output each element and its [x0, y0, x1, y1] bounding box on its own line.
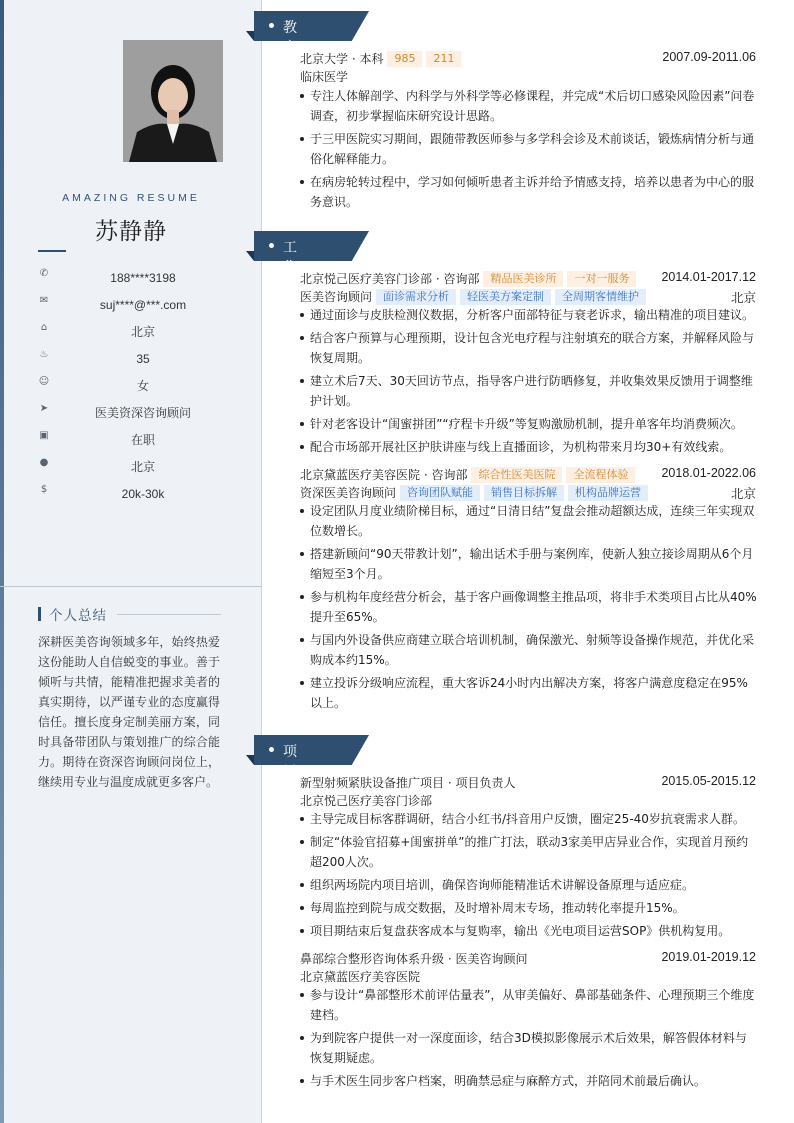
briefcase-icon: ▣ [39, 430, 49, 441]
list-item: 针对老客设计“闺蜜拼团”“疗程卡升级”等复购激励机制，提升单客年均消费频次。 [300, 414, 758, 434]
candidate-name: 苏静静 [95, 219, 167, 245]
list-item: 参与设计“鼻部整形术前评估量表”，从审美偏好、鼻部基础条件、心理预期三个维度建档。 [300, 985, 758, 1025]
job-2-role-row [300, 484, 756, 502]
info-phone [38, 264, 248, 291]
project-2-org-row [300, 968, 756, 986]
job-1-role-row [300, 288, 756, 306]
project-1-bullets [300, 809, 758, 944]
job-1-date: 2014.01-2017.12 [661, 270, 756, 284]
phone-text: 188****3198 [110, 270, 176, 285]
job-tag: 精品医美诊所 [483, 271, 563, 287]
status-text: 在职 [130, 433, 155, 447]
info-status [38, 426, 248, 453]
sidebar [0, 0, 262, 1123]
project-1-name: 新型射频紧肤设备推广项目 · 项目负责人 [300, 776, 516, 790]
phone-icon: ✆ [39, 268, 49, 279]
location-pin-icon: ● [39, 457, 49, 468]
profile-photo [123, 40, 223, 162]
cake-icon: ♨ [39, 349, 49, 360]
list-item: 制定“体验官招募+闺蜜拼单”的推广打法，联动3家美甲店异业合作，实现首月预约超200人次。 [300, 832, 758, 872]
job-2-city: 北京 [730, 487, 756, 501]
job-2-head [300, 466, 756, 484]
job-2-company: 北京黛蓝医疗美容医院 · 咨询部 [300, 468, 468, 482]
role-tag: 面诊需求分析 [376, 289, 456, 305]
location-text: 北京 [130, 460, 155, 474]
list-item: 于三甲医院实习期间，跟随带教医师参与多学科会诊及术前谈话，锻炼病情分析与通俗化解释能力。 [300, 129, 758, 169]
education-tag: 211 [426, 51, 461, 67]
list-item: 为到院客户提供一对一深度面诊，结合3D模拟影像展示术后效果，解答假体材料与恢复期疑虑。 [300, 1028, 758, 1068]
project-2-head [300, 950, 756, 968]
ribbon-dot [269, 243, 274, 248]
project-2-org: 北京黛蓝医疗美容医院 [300, 970, 421, 984]
summary-heading-bar [38, 607, 41, 621]
info-home [38, 318, 248, 345]
info-target-role [38, 399, 248, 426]
list-item: 搭建新顾问“90天带教计划”，输出话术手册与案例库，使新人独立接诊周期从6个月缩短至3个月。 [300, 544, 758, 584]
role-tag: 全周期客情维护 [555, 289, 646, 305]
list-item: 建立投诉分级响应流程，重大客诉24小时内出解决方案，将客户满意度稳定在95%以上。 [300, 673, 758, 713]
section-title-education: 教育经历 [283, 20, 298, 96]
gender-text: 女 [136, 379, 149, 393]
job-1-head [300, 270, 756, 288]
ribbon-fold [246, 755, 254, 765]
education-major: 临床医学 [300, 70, 349, 84]
email-text: suj****@***.com [99, 297, 187, 312]
list-item: 组织两场院内项目培训，确保咨询师能精准话术讲解设备原理与适应症。 [300, 875, 758, 895]
job-tag: 综合性医美医院 [471, 467, 562, 483]
face-icon: ☺ [38, 376, 50, 387]
section-title-work: 工作经历 [283, 240, 298, 316]
info-salary [38, 480, 248, 507]
list-item: 每周监控到院与成交数据，及时增补周末专场，推动转化率提升15%。 [300, 898, 758, 918]
job-1-role: 医美咨询顾问 [300, 290, 373, 304]
project-1-org-row [300, 792, 756, 810]
project-1-head [300, 774, 756, 792]
contact-info-list [38, 264, 248, 507]
info-location [38, 453, 248, 480]
ribbon-fold [246, 251, 254, 261]
sidebar-divider [0, 586, 262, 587]
list-item: 参与机构年度经营分析会，基于客户画像调整主推品项，将非手术类项目占比从40%提升至65%。 [300, 587, 758, 627]
education-tag: 985 [387, 51, 422, 67]
list-item: 建立术后7天、30天回访节点，指导客户进行防晒修复，并收集效果反馈用于调整维护计划。 [300, 371, 758, 411]
education-date: 2007.09-2011.06 [662, 50, 756, 64]
salary-text: 20k-30k [121, 486, 165, 501]
summary-text: 深耕医美咨询领域多年，始终热爱这份能助人自信蜕变的事业。善于倾听与共情，能精准把握求美者的真实期待，以严谨专业的态度赢得信任。擅长度身定制美丽方案，同时具备带团队与策划推广的综合能力。期待在资深咨询顾问岗位上，继续用专业与温度成就更多客户。 [38, 635, 220, 789]
list-item: 在病房轮转过程中，学习如何倾听患者主诉并给予情感支持，培养以患者为中心的服务意识。 [300, 172, 758, 212]
list-item: 配合市场部开展社区护肤讲座与线上直播面诊，为机构带来月均30+有效线索。 [300, 437, 758, 457]
education-major-row [300, 68, 756, 86]
section-title-projects: 项目经历 [283, 744, 298, 820]
home-text: 北京 [130, 325, 155, 339]
list-item: 结合客户预算与心理预期，设计包含光电疗程与注射填充的联合方案，并解释风险与恢复周期。 [300, 328, 758, 368]
role-tag: 销售目标拆解 [484, 485, 564, 501]
list-item: 项目期结束后复盘获客成本与复购率，输出《光电项目运营SOP》供机构复用。 [300, 921, 758, 941]
job-2-role: 资深医美咨询顾问 [300, 486, 397, 500]
job-1-bullets [300, 305, 758, 460]
list-item: 与国内外设备供应商建立联合培训机制，确保激光、射频等设备操作规范，并优化采购成本约15%。 [300, 630, 758, 670]
project-2-date: 2019.01-2019.12 [661, 950, 756, 964]
sidebar-accent-bar [0, 0, 4, 1123]
summary-heading-rule [117, 614, 221, 615]
info-email [38, 291, 248, 318]
info-gender [38, 372, 248, 399]
project-2-name: 鼻部综合整形咨询体系升级 · 医美咨询顾问 [300, 952, 528, 966]
money-icon: $ [40, 484, 48, 495]
list-item: 专注人体解剖学、内科学与外科学等必修课程，并完成“术后切口感染风险因素”问卷调查，初步掌握临床研究设计思路。 [300, 86, 758, 126]
role-tag: 轻医美方案定制 [460, 289, 551, 305]
role-tag: 咨询团队赋能 [400, 485, 480, 501]
list-item: 主导完成目标客群调研，结合小红书/抖音用户反馈，圈定25-40岁抗衰需求人群。 [300, 809, 758, 829]
project-1-org: 北京悦己医疗美容门诊部 [300, 794, 433, 808]
list-item: 设定团队月度业绩阶梯目标，通过“日清日结”复盘会推动超额达成，连续三年实现双位数增长。 [300, 501, 758, 541]
age-text: 35 [136, 351, 150, 366]
list-item: 与手术医生同步客户档案，明确禁忌症与麻醉方式，并陪同术前最后确认。 [300, 1071, 758, 1091]
name-underline [38, 250, 66, 252]
job-1-company: 北京悦己医疗美容门诊部 · 咨询部 [300, 272, 480, 286]
summary-heading [38, 604, 221, 624]
job-tag: 一对一服务 [567, 271, 636, 287]
info-age [38, 345, 248, 372]
ribbon-dot [269, 747, 274, 752]
education-entry-head [300, 50, 756, 68]
job-1-city: 北京 [730, 291, 756, 305]
mail-icon: ✉ [39, 295, 49, 306]
project-2-bullets [300, 985, 758, 1094]
ribbon-fold [246, 31, 254, 41]
home-icon: ⌂ [40, 322, 48, 333]
job-2-date: 2018.01-2022.06 [661, 466, 756, 480]
main-content [262, 0, 794, 1123]
send-icon: ➤ [39, 403, 49, 414]
project-1-date: 2015.05-2015.12 [661, 774, 756, 788]
target-role-text: 医美资深咨询顾问 [94, 406, 191, 420]
job-tag: 全流程体验 [566, 467, 635, 483]
education-bullets [300, 86, 758, 215]
resume-brand: AMAZING RESUME [62, 192, 200, 204]
job-2-bullets [300, 501, 758, 716]
school-degree: 北京大学 · 本科 [300, 52, 384, 66]
list-item: 通过面诊与皮肤检测仪数据，分析客户面部特征与衰老诉求，输出精准的项目建议。 [300, 305, 758, 325]
ribbon-dot [269, 23, 274, 28]
summary-heading-text: 个人总结 [49, 608, 107, 624]
role-tag: 机构品牌运营 [568, 485, 648, 501]
